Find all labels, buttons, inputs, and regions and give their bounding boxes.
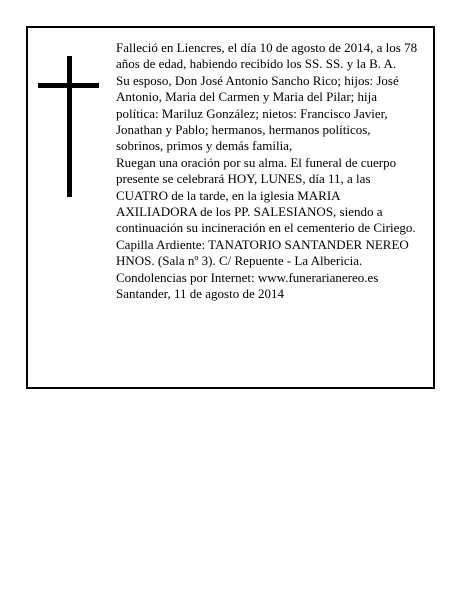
obituary-notice bbox=[26, 26, 435, 389]
condolences-line: Condolencias por Internet: www.funerarianereo.es bbox=[116, 269, 379, 285]
cross-vertical-bar bbox=[67, 56, 72, 197]
notice-text bbox=[116, 40, 421, 303]
place-date-line: Santander, 11 de agosto de 2014 bbox=[116, 286, 284, 302]
death-announcement: Falleció en Liencres, el día 10 de agosto de 2014, a los 78 años de edad, habiendo recibido los SS. SS. y la B. A. bbox=[116, 40, 418, 72]
funeral-details: Ruegan una oración por su alma. El funeral de cuerpo presente se celebrará HOY, LUNES, día 11, a las CUATRO de la tarde, en la iglesia MARIA AXILIADORA de los PP. SALESIANOS, siendo a continuación su incineración en el cementerio de Ciriego. Capilla Ardiente: TANATORIO SANTANDER NEREO HNOS. (Sala nº 3). C/ Repuente - La Albericia. bbox=[116, 154, 416, 269]
family-list: Su esposo, Don José Antonio Sancho Rico; hijos: José Antonio, Maria del Carmen y Maria del Pilar; hija política: Mariluz González; nietos: Francisco Javier, Jonathan y Pablo; hermanos, hermanos políticos, sobrinos, primos y demás familia, bbox=[116, 72, 399, 154]
cross-horizontal-bar bbox=[38, 83, 99, 88]
